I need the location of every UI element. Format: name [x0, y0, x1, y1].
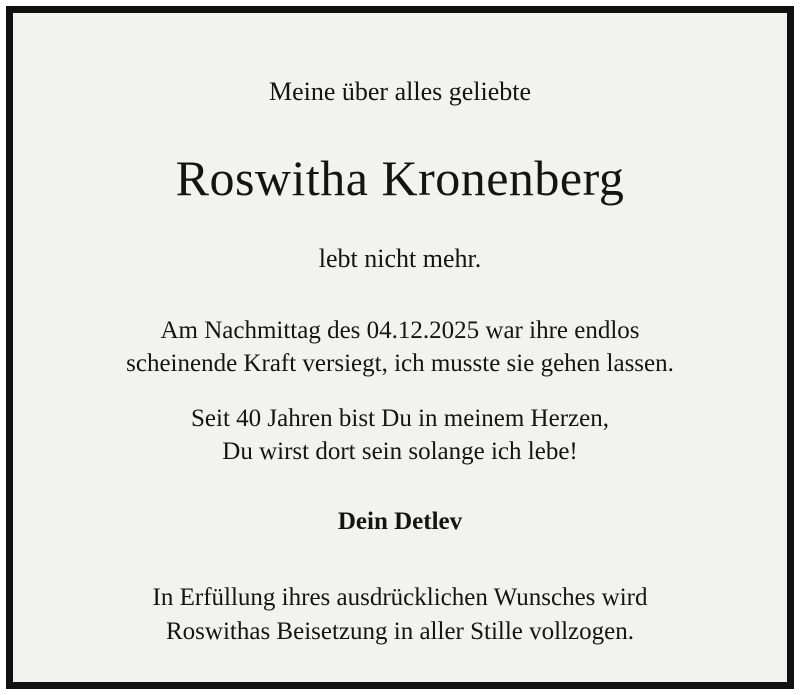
- closing-paragraph-line-2: Roswithas Beisetzung in aller Stille vollzogen.: [166, 617, 634, 645]
- deceased-name: Roswitha Kronenberg: [175, 150, 625, 207]
- closing-paragraph: [51, 581, 749, 649]
- obituary-card: [6, 6, 794, 689]
- message-paragraph-two-line-2: Du wirst dort sein solange ich lebe!: [222, 438, 578, 466]
- message-paragraph-one: [51, 314, 749, 380]
- message-paragraph-two: [51, 402, 749, 468]
- intro-text: Meine über alles geliebte: [268, 77, 532, 106]
- message-paragraph-two-line-1: Seit 40 Jahren bist Du in meinem Herzen,: [191, 405, 609, 433]
- closing-paragraph-line-1: In Erfüllung ihres ausdrücklichen Wunsches wird: [152, 584, 648, 612]
- signature-text: Dein Detlev: [337, 508, 463, 536]
- subtitle-text: lebt nicht mehr.: [318, 244, 482, 274]
- message-paragraph-one-line-1: Am Nachmittag des 04.12.2025 war ihre endlos: [160, 317, 640, 345]
- message-paragraph-one-line-2: scheinende Kraft versiegt, ich musste sie gehen lassen.: [126, 350, 674, 378]
